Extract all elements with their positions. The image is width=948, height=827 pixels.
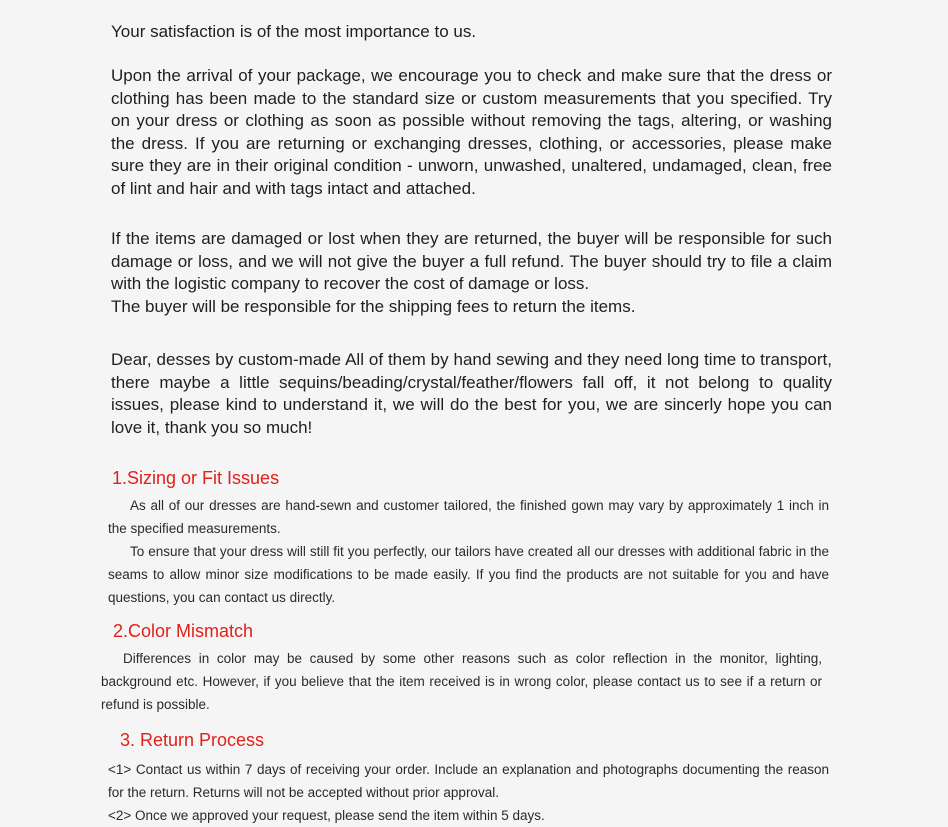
color-p1	[101, 647, 822, 716]
sizing-p2	[108, 540, 829, 609]
sizing-body	[108, 494, 829, 609]
sizing-p1-text: As all of our dresses are hand-sewn and customer tailored, the finished gown may vary by approximately 1 inch in the specified measurements.	[108, 498, 829, 536]
color-body	[101, 647, 822, 716]
sizing-heading: 1.Sizing or Fit Issues	[112, 468, 280, 488]
satisfaction-text: Your satisfaction is of the most importance to us.	[111, 22, 477, 41]
return-body	[108, 758, 829, 827]
sizing-p1	[108, 494, 829, 540]
color-p1-text: Differences in color may be caused by some other reasons such as color reflection in the monitor, lighting, background etc. However, if you believe that the item received is in wrong color, please contact us to see if a return or refund is possible.	[101, 651, 822, 712]
shipping-fees-text: The buyer will be responsible for the shipping fees to return the items.	[111, 297, 636, 316]
return-step1: <1> Contact us within 7 days of receiving your order. Include an explanation and photographs documenting the reason for the return. Returns will not be accepted without prior approval.	[108, 762, 829, 800]
sizing-p2-text: To ensure that your dress will still fit you perfectly, our tailors have created all our dresses with additional fabric in the seams to allow minor size modifications to be made easily. If you find the products are not suitable for you and have questions, you can contact us directly.	[108, 544, 829, 605]
return-step2: <2> Once we approved your request, please send the item within 5 days.	[108, 808, 545, 823]
color-heading: 2.Color Mismatch	[113, 621, 254, 641]
return-heading: 3. Return Process	[120, 730, 265, 750]
arrival-paragraph: Upon the arrival of your package, we encourage you to check and make sure that the dress or clothing has been made to the standard size or custom measurements that you specified. Try on your dress or clothing as soon as possible without removing the tags, altering, or washing the dress. If you are returning or exchanging dresses, clothing, or accessories, please make sure they are in their original condition - unworn, unwashed, unaltered, undamaged, clean, free of lint and hair and with tags intact and attached.	[111, 66, 832, 198]
damage-paragraph: If the items are damaged or lost when they are returned, the buyer will be responsible for such damage or loss, and we will not give the buyer a full refund. The buyer should try to file a claim with the logistic company to recover the cost of damage or loss.	[111, 229, 832, 293]
custom-made-paragraph: Dear, desses by custom-made All of them by hand sewing and they need long time to transport, there maybe a little sequins/beading/crystal/feather/flowers fall off, it not belong to quality issues, please kind to understand it, we will do the best for you, we are sincerly hope you can love it, thank you so much!	[111, 350, 832, 437]
